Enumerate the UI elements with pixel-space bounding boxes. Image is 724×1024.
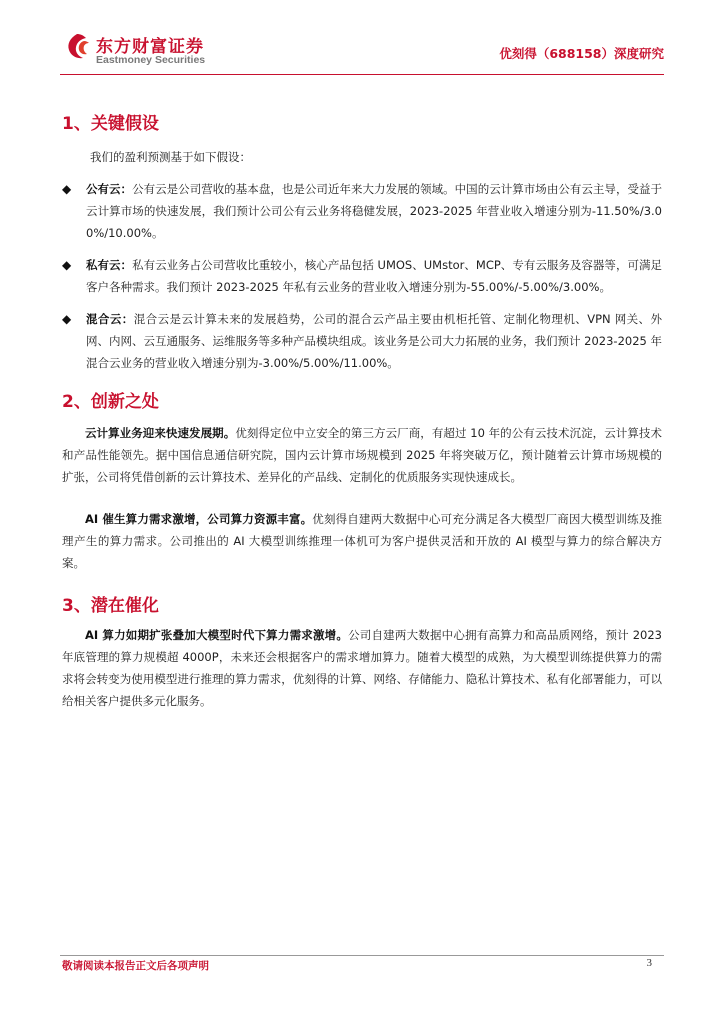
diamond-bullet-icon: ◆ <box>62 182 72 196</box>
report-title: 优刻得（688158）深度研究 <box>499 46 664 61</box>
assumptions-intro: 我们的盈利预测基于如下假设： <box>90 150 251 164</box>
assumption-text: 混合云是云计算未来的发展趋势，公司的混合云产品主要由机柜托管、定制化物理机、VPN 网关、外网、内网、云互通服务、运维服务等多种产品模块组成。该业务是公司大力拓展的业务，我们预计 2023-2025 年混合云业务的营业收入增速分别为-3.00%/5.00%/11.00%。 <box>86 312 662 370</box>
assumption-title: 混合云： <box>86 312 134 326</box>
assumption-paragraph <box>86 178 662 244</box>
section-heading-innovation: 2、创新之处 <box>62 392 159 412</box>
paragraph-lead: AI 算力如期扩张叠加大模型时代下算力需求激增。 <box>85 628 349 642</box>
logo-text-en: Eastmoney Securities <box>96 54 206 66</box>
assumption-item-public-cloud <box>62 178 662 244</box>
innovation-paragraph-ai <box>62 508 662 574</box>
footer-divider <box>60 955 664 956</box>
paragraph-lead: AI 催生算力需求激增，公司算力资源丰富。 <box>85 512 313 526</box>
section-heading-catalysts: 3、潜在催化 <box>62 596 159 616</box>
section-heading-key-assumptions: 1、关键假设 <box>62 114 159 134</box>
page-header <box>60 30 664 70</box>
assumption-paragraph <box>86 254 662 298</box>
main-content <box>62 112 662 712</box>
paragraph-text: 优刻得定位中立安全的第三方云厂商，有超过 10 年的公有云技术沉淀，云计算技术和产品性能领先。据中国信息通信研究院，国内云计算市场规模到 2025 年将突破万亿，预计随着云计算市场规模的扩张，公司将凭借创新的云计算技术、差异化的产品线、定制化的优质服务实现快速成长。 <box>62 426 662 484</box>
company-logo <box>60 30 240 70</box>
eastmoney-logo-icon <box>62 32 92 62</box>
assumption-item-private-cloud <box>62 254 662 298</box>
catalyst-paragraph-ai-compute <box>62 624 662 712</box>
page-number: 3 <box>646 957 652 969</box>
diamond-bullet-icon: ◆ <box>62 258 72 272</box>
disclaimer-note: 敬请阅读本报告正文后各项声明 <box>62 960 209 972</box>
header-divider <box>60 74 664 75</box>
paragraph-text: 优刻得自建两大数据中心可充分满足各大模型厂商因大模型训练及推理产生的算力需求。公司推出的 AI 大模型训练推理一体机可为客户提供灵活和开放的 AI 模型与算力的综合解决方案。 <box>62 512 662 570</box>
assumption-title: 私有云： <box>86 258 133 272</box>
paragraph-lead: 云计算业务迎来快速发展期。 <box>85 426 236 440</box>
assumption-text: 公有云是公司营收的基本盘，也是公司近年来大力发展的领域。中国的云计算市场由公有云主导，受益于云计算市场的快速发展，我们预计公司公有云业务将稳健发展，2023-2025 年营业收入增速分别为-11.50%/3.00%/10.00%。 <box>86 182 663 240</box>
assumption-paragraph <box>86 308 662 374</box>
innovation-paragraph-cloud <box>62 422 662 488</box>
paragraph-text: 公司自建两大数据中心拥有高算力和高品质网络，预计 2023 年底管理的算力规模超 4000P，未来还会根据客户的需求增加算力。随着大模型的成熟，为大模型训练提供算力的需求将会转变为使用模型进行推理的算力需求，优刻得的计算、网络、存储能力、隐私计算技术、私有化部署能力，可以给相关客户提供多元化服务。 <box>62 628 662 708</box>
assumption-text: 私有云业务占公司营收比重较小，核心产品包括 UMOS、UMstor、MCP、专有云服务及容器等，可满足客户各种需求。我们预计 2023-2025 年私有云业务的营业收入增速分别为-55.00%/-5.00%/3.00%。 <box>86 258 662 294</box>
assumption-item-hybrid-cloud <box>62 308 662 374</box>
assumption-title: 公有云： <box>86 182 133 196</box>
logo-text-cn: 东方财富证券 <box>96 37 204 57</box>
diamond-bullet-icon: ◆ <box>62 312 72 326</box>
